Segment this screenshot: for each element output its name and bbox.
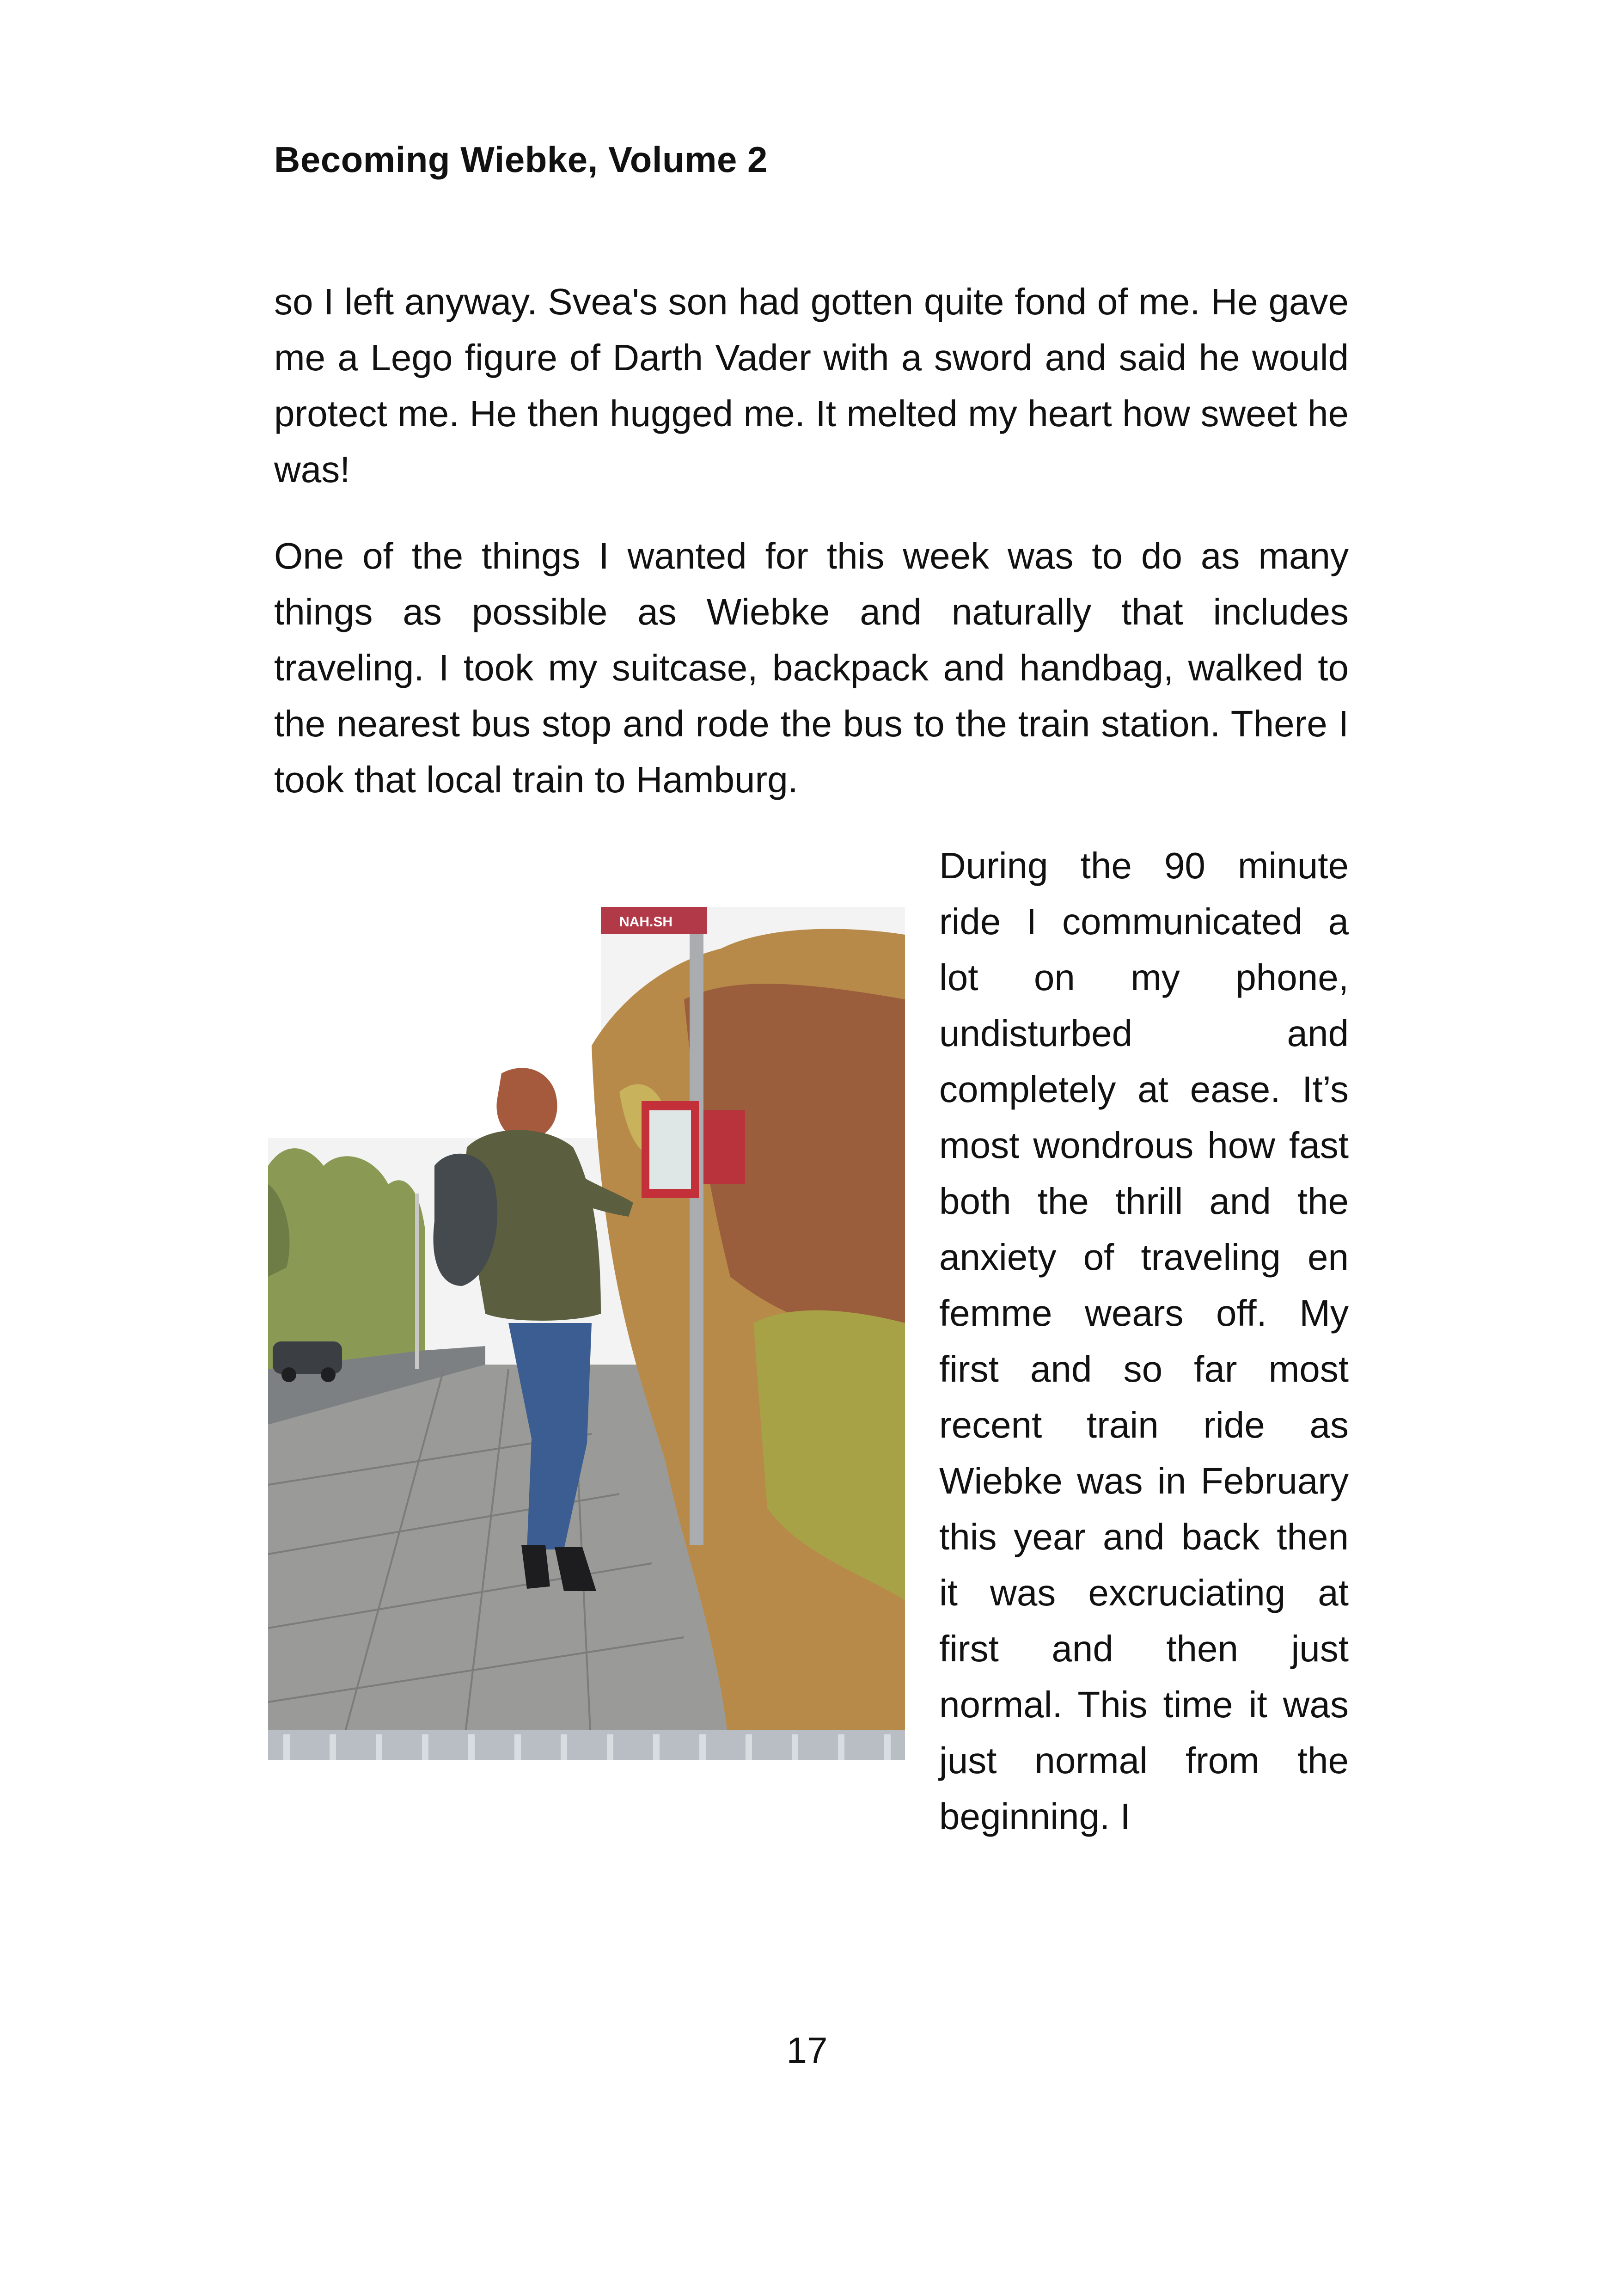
paragraph-3: During the 90 minute ride I communicated a lot on my phone, undisturbed and completely at ease. It’s most wondrous how fast both the thrill and the anxiety of traveling en femme wears off. My first and so far most recent train ride as Wiebke was in February this year and back then it was excruciating at first and then just normal. This time it was just normal from the beginning. I xyxy=(939,845,1349,1837)
page-number: 17 xyxy=(786,2030,828,2071)
paragraph-2: One of the things I wanted for this week was to do as many things as possible as Wiebke and naturally that includes traveling. I took my suitcase, backpack and handbag, walked to the nearest bus stop and rode the bus to the train station. There I took that local train to Hamburg. xyxy=(274,535,1349,800)
sign-text: NAH.SH xyxy=(619,914,673,930)
bus-stop-photo-illustration xyxy=(268,907,905,1760)
bus-stop-photo xyxy=(268,907,905,1760)
running-header: Becoming Wiebke, Volume 2 xyxy=(274,139,768,180)
paragraph-1: so I left anyway. Svea's son had gotten quite fond of me. He gave me a Lego figure of Darth Vader with a sword and said he would protect me. He then hugged me. It melted my heart how sweet he was! xyxy=(274,281,1349,490)
